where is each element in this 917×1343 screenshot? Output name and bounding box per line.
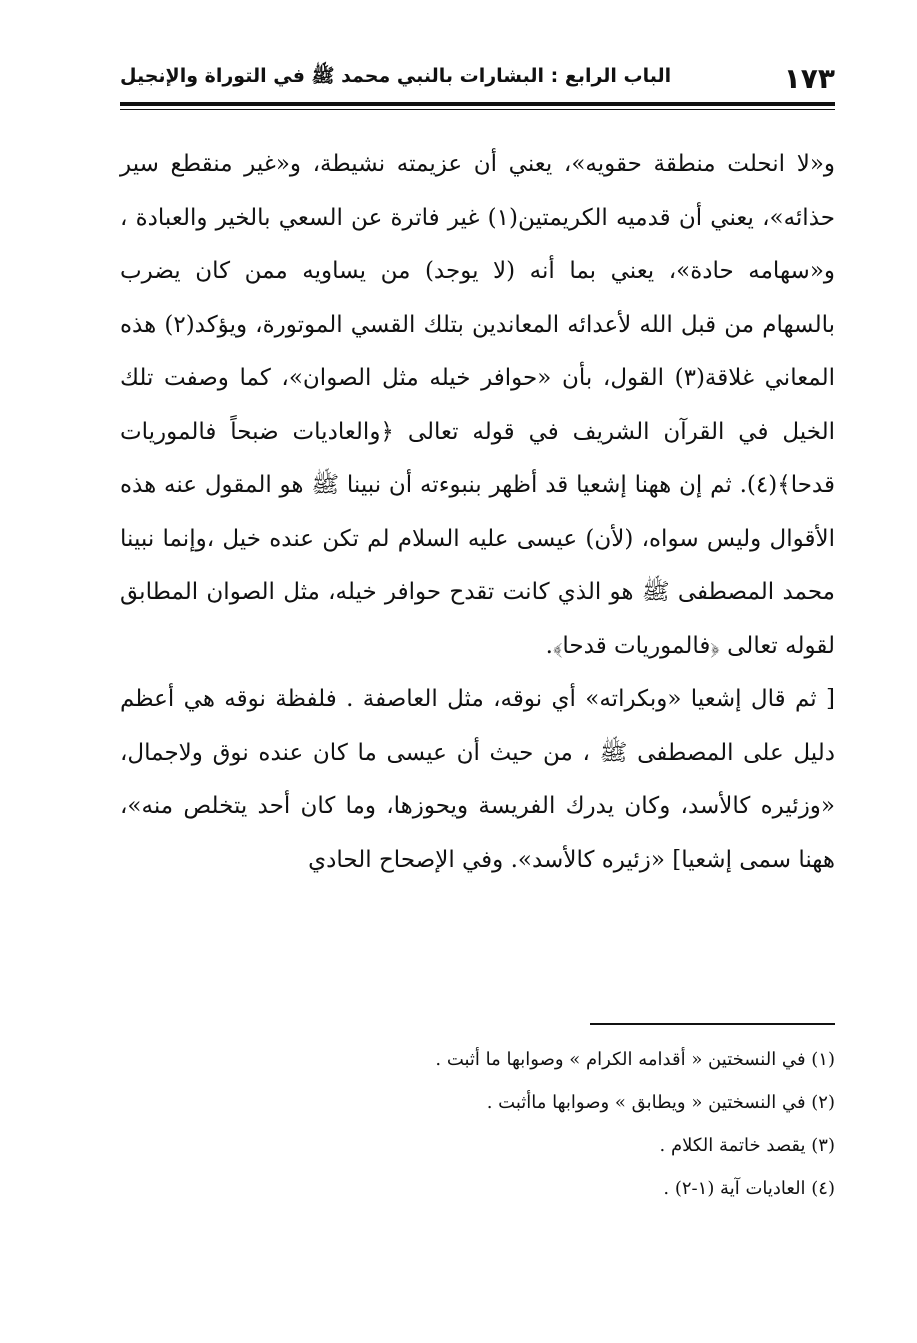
paragraph: [ ثم قال إشعيا «وبكراته» أي نوقه، مثل العاصفة . فلفظة نوقه هي أعظم دليل على المصطفى ﷺ ، من حيث أن عيسى ما كان عنده نوق ولاجمال، «وزئيره كالأسد، وكان يدرك الفريسة ويحوزها، وما كان أحد يتخلص منه»، ههنا سمى إشعيا] «زئيره كالأسد». وفي الإصحاح الحادي <box>120 686 835 873</box>
header-rule-thin <box>120 109 835 110</box>
running-title: الباب الرابع : البشارات بالنبي محمد ﷺ في التوراة والإنجيل <box>120 65 672 87</box>
header-rule-thick <box>120 102 835 106</box>
footnote-2: (٢) في النسختين « ويطابق » وصوابها ماأثبت . <box>486 1092 835 1113</box>
footnote-3: (٣) يقصد خاتمة الكلام . <box>659 1135 835 1156</box>
footnotes <box>120 1038 835 1210</box>
page-number: ١٧٣ <box>783 61 835 95</box>
page-header <box>120 58 835 98</box>
footnote-4: (٤) العاديات آية (١-٢) . <box>663 1178 835 1199</box>
paragraph: و«لا انحلت منطقة حقويه»، يعني أن عزيمته نشيطة، و«غير منقطع سير حذائه»، يعني أن قدميه الكريمتين(١) غير فاترة عن السعي بالخير والعبادة ، و«سهامه حادة»، يعني بما أنه (لا يوجد) من يساويه ممن كان يضرب بالسهام من قبل الله لأعدائه المعاندين بتلك القسي الموتورة، ويؤكد(٢) هذه المعاني غلاقة(٣) القول، بأن «حوافر خيله مثل الصوان»، كما وصفت تلك الخيل في القرآن الشريف في قوله تعالى ﴿والعاديات ضبحاً فالموريات قدحا﴾(٤). ثم إن ههنا إشعيا قد أظهر بنبوءته أن نبينا ﷺ هو المقول عنه هذه الأقوال وليس سواه، (لأن) عيسى عليه السلام لم تكن عنده خيل ،وإنما نبينا محمد المصطفى ﷺ هو الذي كانت تقدح حوافر خيله، مثل الصوان المطابق لقوله تعالى ﴿فالموريات قدحا﴾. <box>120 151 835 659</box>
footnote-separator <box>590 1023 835 1025</box>
main-text <box>120 138 835 887</box>
footnote-1: (١) في النسختين « أقدامه الكرام » وصوابها ما أثبت . <box>435 1049 835 1070</box>
